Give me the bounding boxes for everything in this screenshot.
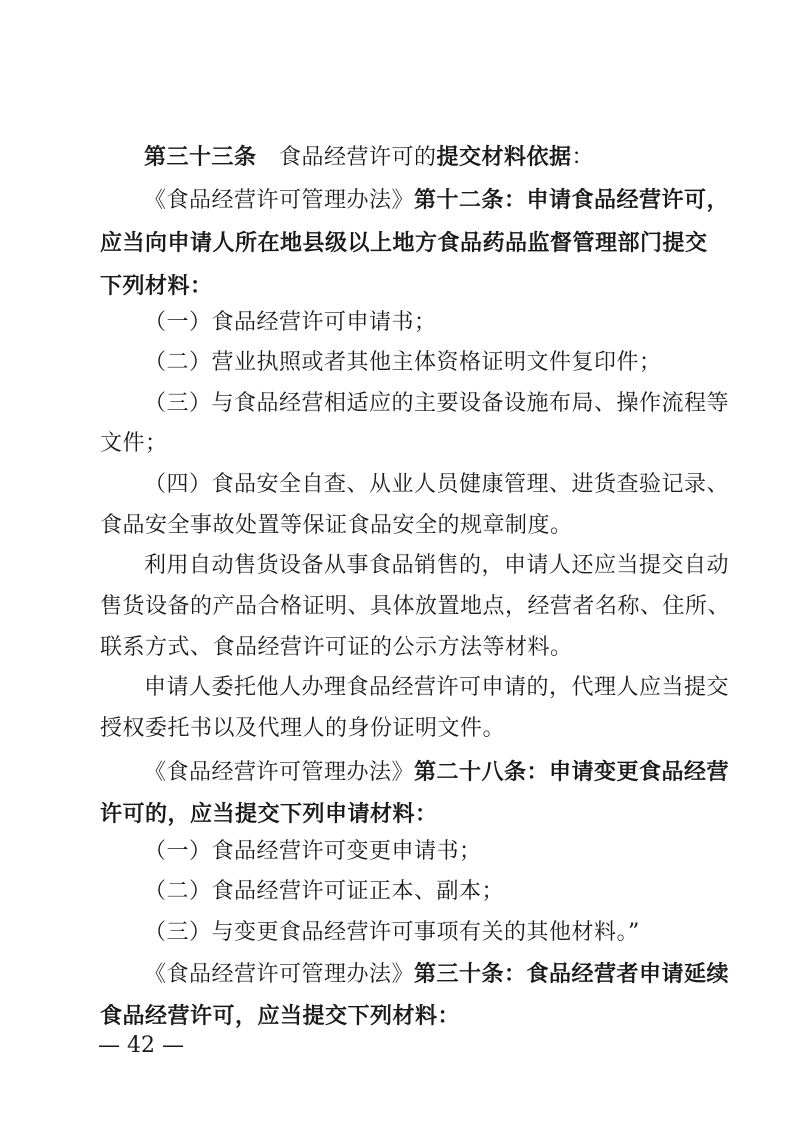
body-line: 许可的，应当提交下列申请材料： [100,801,438,827]
list-item: （一）食品经营许可申请书； [144,310,437,335]
citation-clause: 第十二条：申请食品经营许可， [414,187,730,213]
law-title: 《食品经营许可管理办法》 [144,962,415,987]
law-title: 《食品经营许可管理办法》 [144,760,415,785]
citation-clause: 第二十八条：申请变更食品经营 [414,759,730,785]
body-line: 食品安全事故处置等保证食品安全的规章制度。 [100,513,573,538]
list-item: （三）与变更食品经营许可事项有关的其他材料。” [144,920,640,945]
paragraph-line: 申请人委托他人办理食品经营许可申请的，代理人应当提交 [144,675,730,700]
page-number: — 42 — [98,1033,184,1058]
body-line: 文件； [100,431,168,456]
body-line: 授权委托书以及代理人的身份证明文件。 [100,716,506,741]
heading-colon: ： [571,145,595,170]
article-heading [144,137,697,177]
heading-emphasis: 提交材料依据 [436,144,572,170]
article-number: 第三十三条 [144,144,257,170]
list-item: （二）食品经营许可证正本、副本； [144,879,505,904]
body-line: 食品经营许可，应当提交下列材料： [100,1003,461,1029]
body-line: 应当向申请人所在地县级以上地方食品药品监督管理部门提交 [100,230,708,256]
citation-line [144,180,730,220]
list-item: （二）营业执照或者其他主体资格证明文件复印件； [144,350,662,375]
body-line: 售货设备的产品合格证明、具体放置地点，经营者名称、住所、 [100,594,731,619]
list-item: （一）食品经营许可变更申请书； [144,839,482,864]
citation-line [144,954,730,994]
citation-clause: 第三十条：食品经营者申请延续 [414,961,730,987]
heading-text: 食品经营许可的 [256,145,437,170]
paragraph-line: 利用自动售货设备从事食品销售的，申请人还应当提交自动 [144,553,730,578]
law-title: 《食品经营许可管理办法》 [144,188,415,213]
body-line: 联系方式、食品经营许可证的公示方法等材料。 [100,635,573,660]
list-item: （三）与食品经营相适应的主要设备设施布局、操作流程等 [144,391,730,416]
citation-line [144,752,730,792]
body-line: 下列材料： [100,273,213,299]
list-item: （四）食品安全自查、从业人员健康管理、进货查验记录、 [144,472,730,497]
